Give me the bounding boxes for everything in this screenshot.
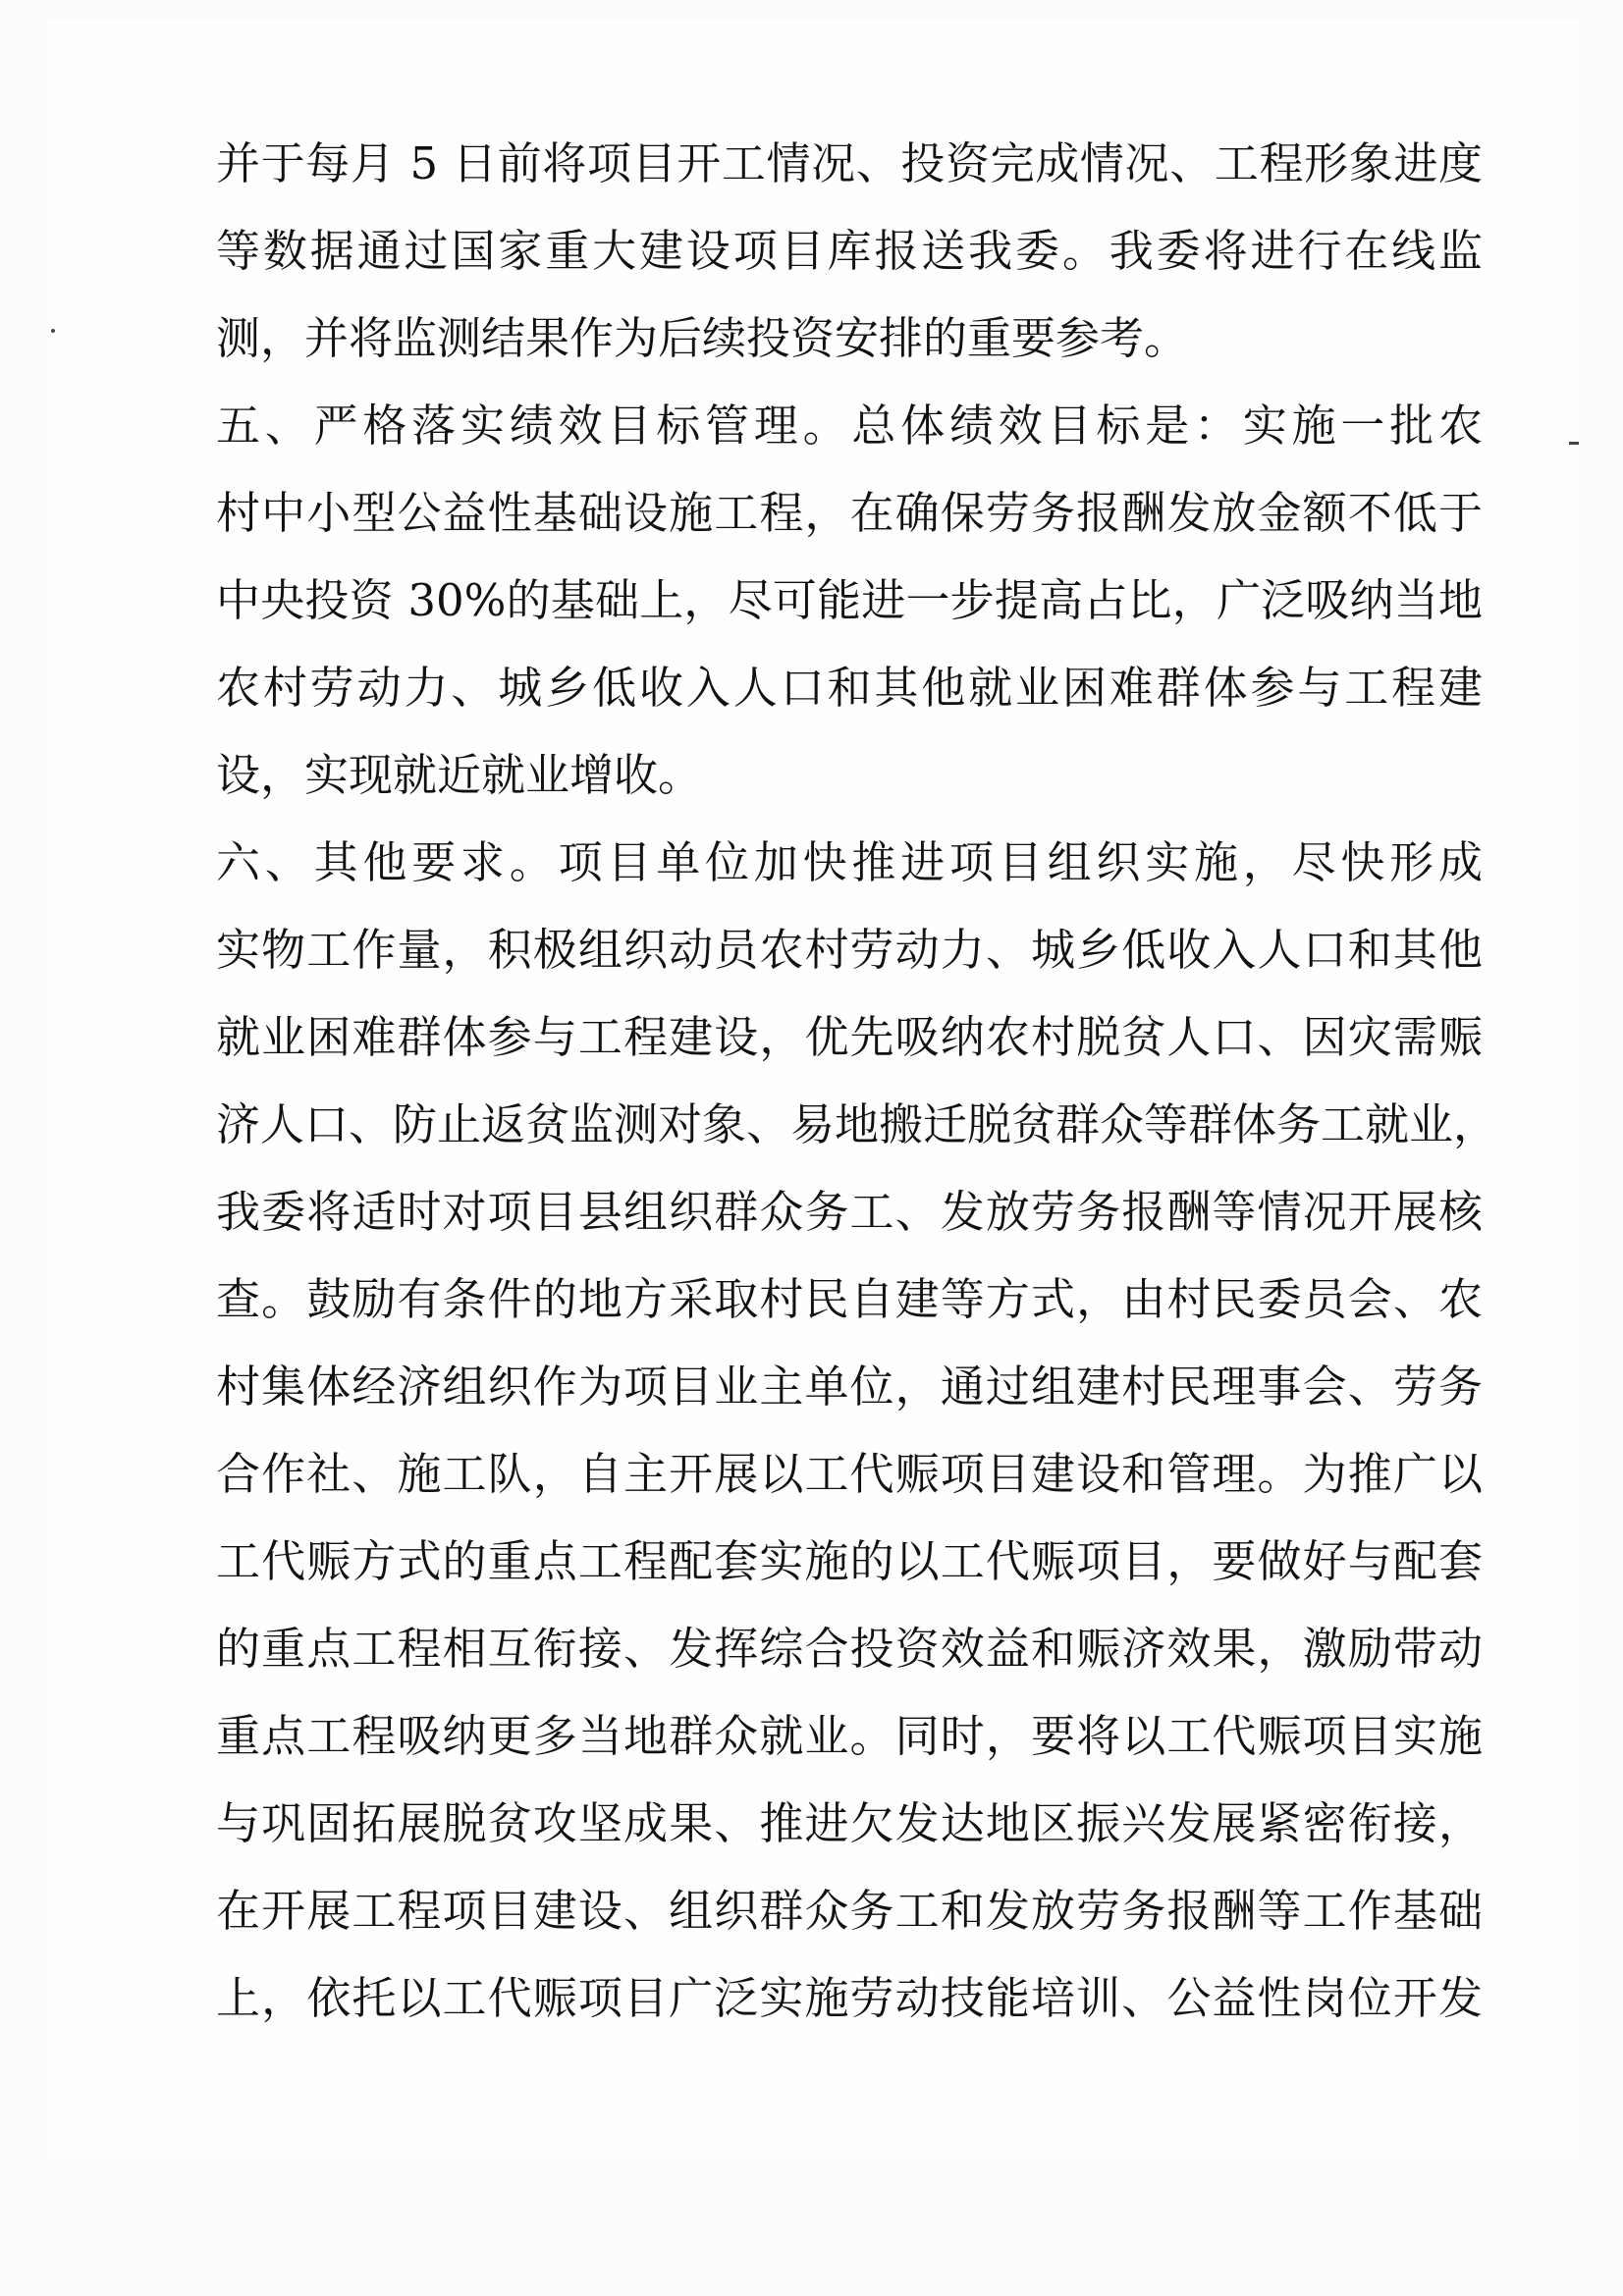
text-line: 与巩固拓展脱贫攻坚成果、推进欠发达地区振兴发展紧密衔接， <box>216 1797 1483 1849</box>
text-line: 我委将适时对项目县组织群众务工、发放劳务报酬等情况开展核 <box>216 1186 1483 1238</box>
text-line: 六、其他要求。项目单位加快推进项目组织实施，尽快形成 <box>216 836 1483 888</box>
text-line: 并于每月 5 日前将项目开工情况、投资完成情况、工程形象进度 <box>216 137 1483 189</box>
text-line: 农村劳动力、城乡低收入人口和其他就业困难群体参与工程建 <box>216 662 1483 714</box>
text-line: 合作社、施工队，自主开展以工代赈项目建设和管理。为推广以 <box>216 1448 1483 1500</box>
text-line: 就业困难群体参与工程建设，优先吸纳农村脱贫人口、因灾需赈 <box>216 1011 1483 1063</box>
text-line: 在开展工程项目建设、组织群众务工和发放劳务报酬等工作基础 <box>216 1885 1483 1937</box>
text-line: 上，依托以工代赈项目广泛实施劳动技能培训、公益性岗位开发 <box>216 1972 1483 2024</box>
text-line: 查。鼓励有条件的地方采取村民自建等方式，由村民委员会、农 <box>216 1273 1483 1325</box>
text-line: 村集体经济组织作为项目业主单位，通过组建村民理事会、劳务 <box>216 1361 1483 1413</box>
text-line: 的重点工程相互衔接、发挥综合投资效益和赈济效果，激励带动 <box>216 1623 1483 1675</box>
text-line: 测，并将监测结果作为后续投资安排的重要参考。 <box>216 312 1189 364</box>
text-line: 五、严格落实绩效目标管理。总体绩效目标是：实施一批农 <box>216 400 1483 452</box>
text-line: 等数据通过国家重大建设项目库报送我委。我委将进行在线监 <box>216 225 1483 277</box>
text-line: 工代赈方式的重点工程配套实施的以工代赈项目，要做好与配套 <box>216 1535 1483 1587</box>
text-line: 村中小型公益性基础设施工程，在确保劳务报酬发放金额不低于 <box>216 487 1483 539</box>
text-line: 中央投资 30%的基础上，尽可能进一步提高占比，广泛吸纳当地 <box>216 574 1483 626</box>
text-line: 济人口、防止返贫监测对象、易地搬迁脱贫群众等群体务工就业， <box>216 1098 1498 1150</box>
scan-dash-mark <box>1569 442 1579 445</box>
text-line: 设，实现就近就业增收。 <box>216 749 703 801</box>
text-line: 重点工程吸纳更多当地群众就业。同时，要将以工代赈项目实施 <box>216 1710 1483 1762</box>
text-line: 实物工作量，积极组织动员农村劳动力、城乡低收入人口和其他 <box>216 924 1483 976</box>
document-body <box>216 120 1498 2042</box>
scan-dot-mark <box>51 329 55 333</box>
